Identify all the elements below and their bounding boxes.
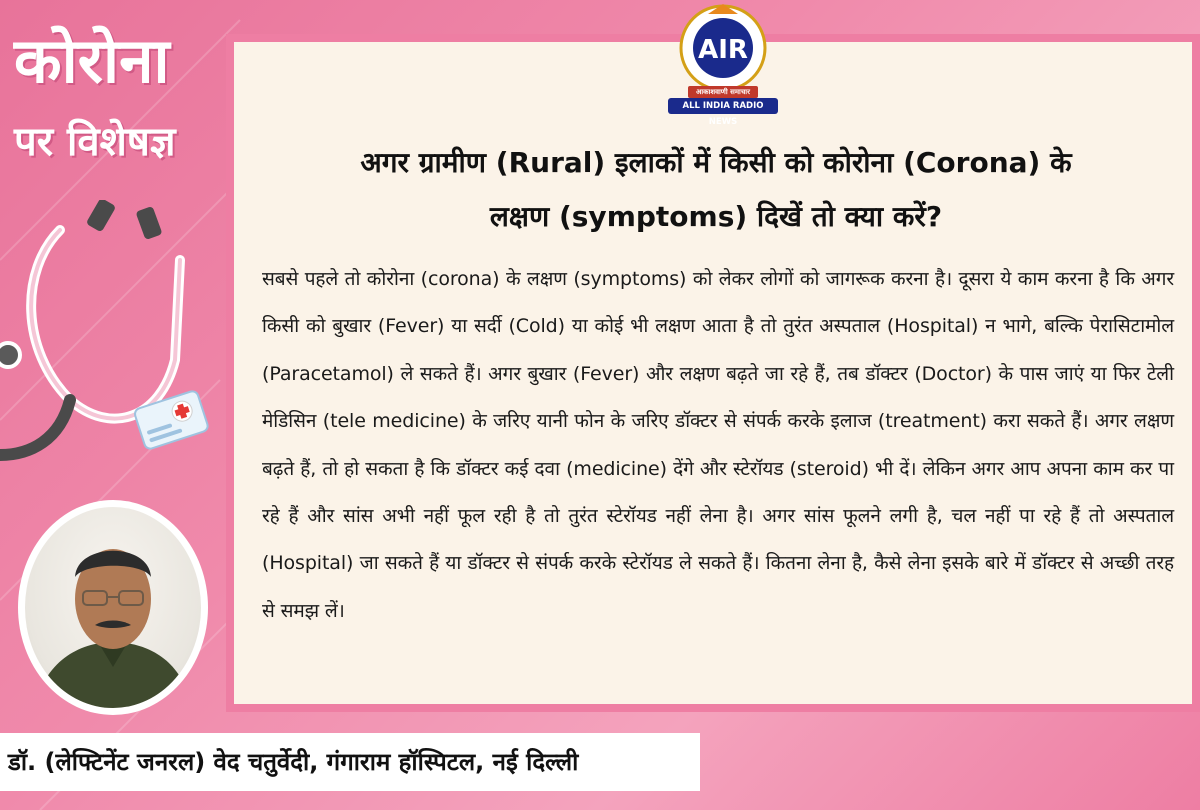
logo-caption: ALL INDIA RADIO NEWS bbox=[668, 98, 778, 114]
doctor-photo bbox=[25, 507, 201, 708]
headline-corona: कोरोना bbox=[14, 24, 170, 97]
question-line-2: लक्षण (symptoms) दिखें तो क्या करें? bbox=[489, 200, 943, 233]
question-heading bbox=[236, 136, 1196, 244]
logo-caption-hindi: आकाशवाणी समाचार bbox=[688, 86, 758, 98]
logo-letters: AIR bbox=[698, 35, 748, 65]
answer-text: सबसे पहले तो कोरोना (corona) के लक्षण (symptoms) को लेकर लोगों को जागरूक करना है। दूसरा ये काम करना है कि अगर किसी को बुखार (Fever) या सर्दी (Cold) या कोई भी लक्षण आता है तो तुरंत अस्पताल (Hospital) न भागे, बल्कि पेरासिटामोल (Paracetamol) ले सकते हैं। अगर बुखार (Fever) और लक्षण बढ़ते जा रहे हैं, तब डॉक्टर (Doctor) के पास जाएं या फिर टेली मेडिसिन (tele medicine) के जरिए यानी फोन के जरिए डॉक्टर से संपर्क करके इलाज (treatment) करा सकते हैं। अगर लक्षण बढ़ते हैं, तो हो सकता है कि डॉक्टर कई दवा (medicine) देंगे और स्टेरॉयड (steroid) भी दें। लेकिन अगर आप अपना काम कर पा रहे हैं और सांस अभी नहीं फूल रही है तो तुरंत स्टेरॉयड नहीं लेना है। अगर सांस फूलने लगी है, चल नहीं पा रहे हैं तो अस्पताल (Hospital) जा सकते हैं या डॉक्टर से संपर्क करके स्टेरॉयड ले सकते हैं। कितना लेना है, कैसे लेना इसके बारे में डॉक्टर से अच्छी तरह से समझ लें। bbox=[262, 268, 1174, 622]
question-line-1: अगर ग्रामीण (Rural) इलाकों में किसी को कोरोना (Corona) के bbox=[360, 146, 1072, 179]
doctor-byline: डॉ. (लेफ्टिनेंट जनरल) वेद चतुर्वेदी, गंगाराम हॉस्पिटल, नई दिल्ली bbox=[0, 733, 700, 791]
headline-expert: पर विशेषज्ञ bbox=[14, 119, 176, 165]
doctor-photo-frame bbox=[18, 500, 208, 715]
doctor-portrait-icon bbox=[25, 507, 201, 708]
medical-card-icon bbox=[132, 385, 210, 453]
